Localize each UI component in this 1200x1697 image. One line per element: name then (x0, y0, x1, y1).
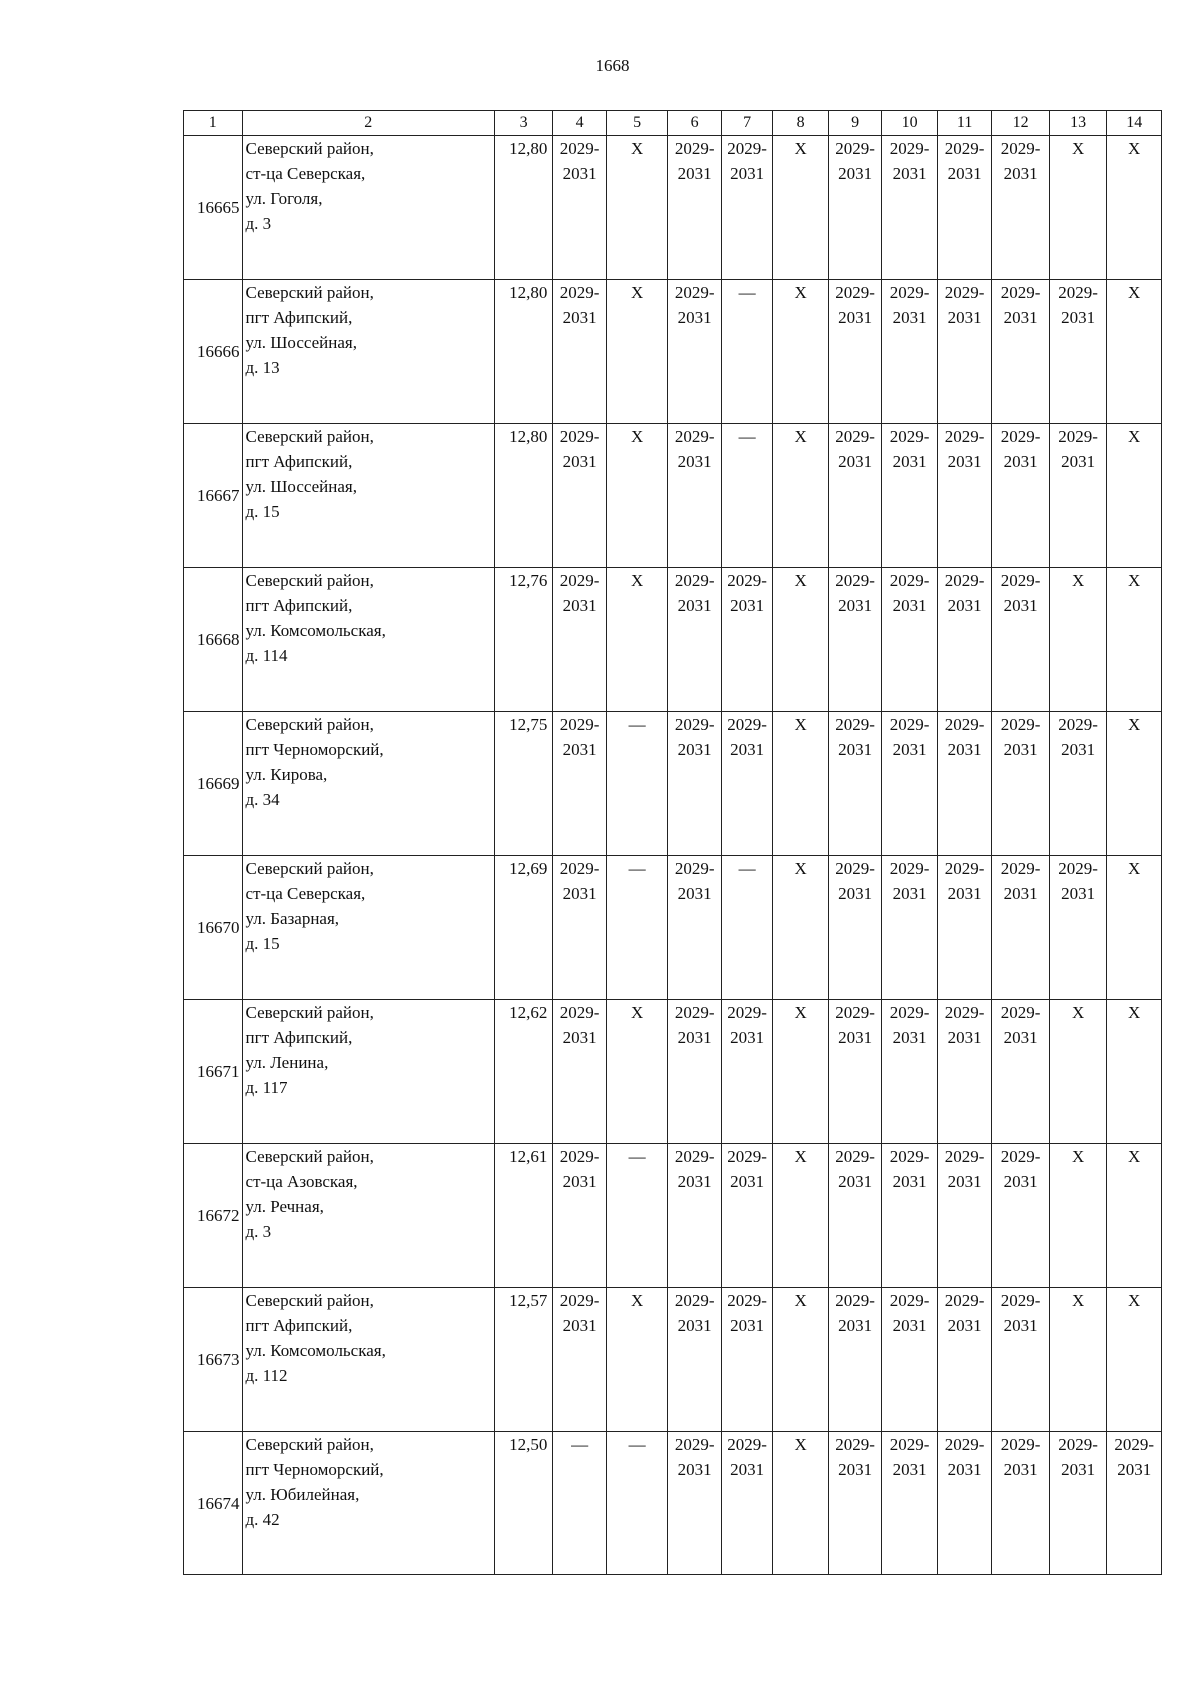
period-cell-col-9: 2029- 2031 (828, 856, 881, 1000)
period-cell-col-11: 2029- 2031 (937, 136, 992, 280)
row-id: 16670 (184, 856, 243, 1000)
column-header-14: 14 (1107, 111, 1162, 136)
table-row (184, 280, 1162, 424)
value-cell: 12,69 (494, 856, 553, 1000)
period-cell-col-5: Х (606, 424, 668, 568)
period-cell-col-12: 2029- 2031 (992, 1000, 1050, 1144)
address-line: ул. Ленина, (245, 1053, 329, 1072)
period-cell-col-11: 2029- 2031 (937, 856, 992, 1000)
address-line: пгт Афипский, (245, 308, 353, 327)
row-id: 16674 (184, 1432, 243, 1575)
period-cell-col-8: Х (773, 136, 829, 280)
period-cell-col-13: Х (1049, 136, 1107, 280)
address-line: Северский район, (245, 427, 374, 446)
period-cell-col-4: 2029- 2031 (553, 424, 606, 568)
period-cell-col-4: 2029- 2031 (553, 280, 606, 424)
value-cell: 12,50 (494, 1432, 553, 1575)
period-cell-col-12: 2029- 2031 (992, 1288, 1050, 1432)
period-cell-col-11: 2029- 2031 (937, 424, 992, 568)
period-cell-col-5: Х (606, 568, 668, 712)
period-cell-col-13: Х (1049, 1000, 1107, 1144)
period-cell-col-12: 2029- 2031 (992, 1144, 1050, 1288)
period-cell-col-8: Х (773, 280, 829, 424)
period-cell-col-6: 2029- 2031 (668, 1288, 721, 1432)
address-cell (242, 568, 494, 712)
address-line: пгт Афипский, (245, 1316, 353, 1335)
column-header-3: 3 (494, 111, 553, 136)
address-line: Северский район, (245, 1003, 374, 1022)
address-line: Северский район, (245, 1435, 374, 1454)
period-cell-col-9: 2029- 2031 (828, 712, 881, 856)
address-line: пгт Афипский, (245, 1028, 353, 1047)
period-cell-col-9: 2029- 2031 (828, 568, 881, 712)
period-cell-col-4: 2029- 2031 (553, 568, 606, 712)
period-cell-col-10: 2029- 2031 (882, 712, 938, 856)
table-row (184, 712, 1162, 856)
period-cell-col-12: 2029- 2031 (992, 280, 1050, 424)
period-cell-col-4: 2029- 2031 (553, 136, 606, 280)
period-cell-col-10: 2029- 2031 (882, 1000, 938, 1144)
address-line: ст-ца Азовская, (245, 1172, 358, 1191)
period-cell-col-5: — (606, 712, 668, 856)
column-header-13: 13 (1049, 111, 1107, 136)
address-line: д. 3 (245, 1222, 272, 1241)
period-cell-col-6: 2029- 2031 (668, 136, 721, 280)
period-cell-col-10: 2029- 2031 (882, 568, 938, 712)
period-cell-col-13: Х (1049, 1288, 1107, 1432)
period-cell-col-5: — (606, 1144, 668, 1288)
column-header-9: 9 (828, 111, 881, 136)
period-cell-col-14: Х (1107, 280, 1162, 424)
period-cell-col-14: Х (1107, 712, 1162, 856)
period-cell-col-12: 2029- 2031 (992, 856, 1050, 1000)
data-table (183, 110, 1162, 1575)
row-id: 16669 (184, 712, 243, 856)
period-cell-col-6: 2029- 2031 (668, 1144, 721, 1288)
period-cell-col-10: 2029- 2031 (882, 1432, 938, 1575)
period-cell-col-11: 2029- 2031 (937, 1288, 992, 1432)
period-cell-col-12: 2029- 2031 (992, 712, 1050, 856)
period-cell-col-5: Х (606, 1288, 668, 1432)
period-cell-col-5: — (606, 856, 668, 1000)
period-cell-col-14: Х (1107, 568, 1162, 712)
period-cell-col-9: 2029- 2031 (828, 1000, 881, 1144)
period-cell-col-9: 2029- 2031 (828, 280, 881, 424)
address-line: Северский район, (245, 571, 374, 590)
period-cell-col-4: 2029- 2031 (553, 1288, 606, 1432)
period-cell-col-14: Х (1107, 136, 1162, 280)
period-cell-col-11: 2029- 2031 (937, 712, 992, 856)
period-cell-col-9: 2029- 2031 (828, 1144, 881, 1288)
address-cell (242, 1432, 494, 1575)
address-line: ул. Юбилейная, (245, 1485, 360, 1504)
period-cell-col-11: 2029- 2031 (937, 568, 992, 712)
address-line: ул. Гоголя, (245, 189, 323, 208)
period-cell-col-13: 2029- 2031 (1049, 712, 1107, 856)
period-cell-col-10: 2029- 2031 (882, 1288, 938, 1432)
address-line: ул. Речная, (245, 1197, 324, 1216)
value-cell: 12,80 (494, 136, 553, 280)
period-cell-col-5: Х (606, 136, 668, 280)
table-row (184, 856, 1162, 1000)
period-cell-col-4: — (553, 1432, 606, 1575)
address-cell (242, 136, 494, 280)
table-row (184, 1432, 1162, 1575)
value-cell: 12,80 (494, 280, 553, 424)
address-line: ул. Шоссейная, (245, 477, 357, 496)
period-cell-col-14: Х (1107, 856, 1162, 1000)
period-cell-col-8: Х (773, 856, 829, 1000)
value-cell: 12,57 (494, 1288, 553, 1432)
period-cell-col-8: Х (773, 1432, 829, 1575)
value-cell: 12,76 (494, 568, 553, 712)
period-cell-col-7: — (721, 856, 772, 1000)
period-cell-col-8: Х (773, 712, 829, 856)
address-line: ст-ца Северская, (245, 884, 366, 903)
row-id: 16665 (184, 136, 243, 280)
period-cell-col-4: 2029- 2031 (553, 712, 606, 856)
period-cell-col-11: 2029- 2031 (937, 1432, 992, 1575)
address-line: пгт Афипский, (245, 452, 353, 471)
address-line: д. 114 (245, 646, 288, 665)
period-cell-col-10: 2029- 2031 (882, 856, 938, 1000)
period-cell-col-9: 2029- 2031 (828, 1288, 881, 1432)
address-line: Северский район, (245, 859, 374, 878)
row-id: 16672 (184, 1144, 243, 1288)
period-cell-col-13: Х (1049, 1144, 1107, 1288)
table-body (184, 136, 1162, 1575)
table-row (184, 1288, 1162, 1432)
table-row (184, 1144, 1162, 1288)
column-header-10: 10 (882, 111, 938, 136)
period-cell-col-14: Х (1107, 424, 1162, 568)
value-cell: 12,75 (494, 712, 553, 856)
period-cell-col-14: Х (1107, 1288, 1162, 1432)
address-line: ул. Комсомольская, (245, 621, 386, 640)
period-cell-col-10: 2029- 2031 (882, 424, 938, 568)
period-cell-col-14: Х (1107, 1000, 1162, 1144)
period-cell-col-7: 2029- 2031 (721, 1144, 772, 1288)
address-line: ст-ца Северская, (245, 164, 366, 183)
period-cell-col-6: 2029- 2031 (668, 856, 721, 1000)
period-cell-col-4: 2029- 2031 (553, 856, 606, 1000)
period-cell-col-14: 2029- 2031 (1107, 1432, 1162, 1575)
period-cell-col-7: 2029- 2031 (721, 568, 772, 712)
period-cell-col-14: Х (1107, 1144, 1162, 1288)
address-line: ул. Комсомольская, (245, 1341, 386, 1360)
address-cell (242, 280, 494, 424)
address-line: д. 3 (245, 214, 272, 233)
period-cell-col-8: Х (773, 424, 829, 568)
column-header-5: 5 (606, 111, 668, 136)
table-row (184, 424, 1162, 568)
address-line: ул. Базарная, (245, 909, 340, 928)
period-cell-col-7: — (721, 280, 772, 424)
period-cell-col-5: Х (606, 1000, 668, 1144)
period-cell-col-6: 2029- 2031 (668, 1432, 721, 1575)
period-cell-col-12: 2029- 2031 (992, 1432, 1050, 1575)
address-line: пгт Черноморский, (245, 740, 384, 759)
address-line: пгт Афипский, (245, 596, 353, 615)
column-header-12: 12 (992, 111, 1050, 136)
period-cell-col-4: 2029- 2031 (553, 1144, 606, 1288)
address-cell (242, 424, 494, 568)
period-cell-col-6: 2029- 2031 (668, 424, 721, 568)
address-line: Северский район, (245, 715, 374, 734)
row-id: 16667 (184, 424, 243, 568)
table-row (184, 1000, 1162, 1144)
address-line: Северский район, (245, 283, 374, 302)
column-header-4: 4 (553, 111, 606, 136)
address-line: д. 112 (245, 1366, 288, 1385)
period-cell-col-8: Х (773, 1288, 829, 1432)
row-id: 16671 (184, 1000, 243, 1144)
address-line: ул. Кирова, (245, 765, 328, 784)
value-cell: 12,62 (494, 1000, 553, 1144)
period-cell-col-8: Х (773, 1000, 829, 1144)
column-header-8: 8 (773, 111, 829, 136)
address-line: д. 42 (245, 1510, 280, 1529)
period-cell-col-12: 2029- 2031 (992, 424, 1050, 568)
address-cell (242, 712, 494, 856)
page-number: 1668 (595, 56, 630, 75)
period-cell-col-5: — (606, 1432, 668, 1575)
column-header-6: 6 (668, 111, 721, 136)
address-cell (242, 1144, 494, 1288)
address-line: Северский район, (245, 139, 374, 158)
address-line: Северский район, (245, 1147, 374, 1166)
period-cell-col-13: 2029- 2031 (1049, 856, 1107, 1000)
period-cell-col-11: 2029- 2031 (937, 1000, 992, 1144)
period-cell-col-11: 2029- 2031 (937, 280, 992, 424)
address-cell (242, 1000, 494, 1144)
period-cell-col-12: 2029- 2031 (992, 136, 1050, 280)
period-cell-col-8: Х (773, 1144, 829, 1288)
period-cell-col-9: 2029- 2031 (828, 136, 881, 280)
period-cell-col-8: Х (773, 568, 829, 712)
period-cell-col-7: 2029- 2031 (721, 1000, 772, 1144)
period-cell-col-13: 2029- 2031 (1049, 424, 1107, 568)
period-cell-col-6: 2029- 2031 (668, 568, 721, 712)
period-cell-col-10: 2029- 2031 (882, 136, 938, 280)
table-row (184, 136, 1162, 280)
value-cell: 12,80 (494, 424, 553, 568)
address-line: д. 13 (245, 358, 280, 377)
header-row (184, 111, 1162, 136)
address-line: д. 34 (245, 790, 280, 809)
row-id: 16666 (184, 280, 243, 424)
period-cell-col-10: 2029- 2031 (882, 1144, 938, 1288)
table-row (184, 568, 1162, 712)
period-cell-col-6: 2029- 2031 (668, 280, 721, 424)
period-cell-col-11: 2029- 2031 (937, 1144, 992, 1288)
address-line: д. 117 (245, 1078, 288, 1097)
column-header-2: 2 (242, 111, 494, 136)
period-cell-col-9: 2029- 2031 (828, 424, 881, 568)
address-cell (242, 856, 494, 1000)
period-cell-col-6: 2029- 2031 (668, 712, 721, 856)
address-line: ул. Шоссейная, (245, 333, 357, 352)
address-line: д. 15 (245, 934, 280, 953)
period-cell-col-12: 2029- 2031 (992, 568, 1050, 712)
period-cell-col-13: Х (1049, 568, 1107, 712)
row-id: 16668 (184, 568, 243, 712)
period-cell-col-6: 2029- 2031 (668, 1000, 721, 1144)
period-cell-col-7: 2029- 2031 (721, 1288, 772, 1432)
column-header-1: 1 (184, 111, 243, 136)
value-cell: 12,61 (494, 1144, 553, 1288)
column-header-11: 11 (937, 111, 992, 136)
period-cell-col-13: 2029- 2031 (1049, 1432, 1107, 1575)
period-cell-col-5: Х (606, 280, 668, 424)
row-id: 16673 (184, 1288, 243, 1432)
period-cell-col-7: 2029- 2031 (721, 136, 772, 280)
table-header (184, 111, 1162, 136)
period-cell-col-10: 2029- 2031 (882, 280, 938, 424)
column-header-7: 7 (721, 111, 772, 136)
period-cell-col-7: 2029- 2031 (721, 1432, 772, 1575)
period-cell-col-7: 2029- 2031 (721, 712, 772, 856)
period-cell-col-7: — (721, 424, 772, 568)
address-cell (242, 1288, 494, 1432)
period-cell-col-9: 2029- 2031 (828, 1432, 881, 1575)
address-line: Северский район, (245, 1291, 374, 1310)
period-cell-col-4: 2029- 2031 (553, 1000, 606, 1144)
period-cell-col-13: 2029- 2031 (1049, 280, 1107, 424)
address-line: д. 15 (245, 502, 280, 521)
address-line: пгт Черноморский, (245, 1460, 384, 1479)
